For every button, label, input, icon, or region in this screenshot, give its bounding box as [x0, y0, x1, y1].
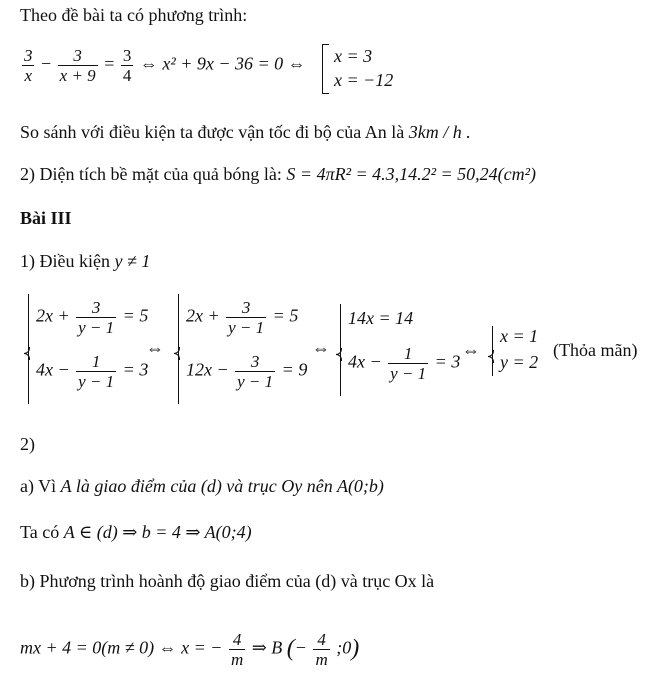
solution-x-minus-12: x = −12 — [334, 70, 394, 90]
curly-brace — [492, 326, 499, 376]
fraction-3-over-x-plus-9: $\frac{3}{x + 9}$ — [59, 46, 96, 85]
system-2: 2x + $\frac{3}{y - 1}$ = 5 12x − $\frac{3}{y - 1}$ = 9 — [172, 294, 322, 404]
curly-brace — [178, 294, 185, 404]
intro-line: Theo đề bài ta có phương trình: — [20, 5, 248, 25]
equation-1-middle: ⇔ x² + 9x − 36 = 0 ⇔ — [139, 53, 306, 74]
fraction-3-over-x: $\frac{3}{x}$ — [24, 46, 33, 85]
system-3: 14x = 14 4x − $\frac{1}{y - 1}$ = 3 — [334, 304, 464, 396]
part-b-line: b) Phương trình hoành độ giao điểm của (d) và trục Ox là — [20, 571, 435, 591]
final-equation: mx + 4 = 0(m ≠ 0) ⇔ x = − $\frac{4}{m}$ ⇒ B (− $\frac{4}{m}$ ;0) — [20, 630, 360, 669]
system-1: 2x + $\frac{3}{y - 1}$ = 5 4x − $\frac{1}{y - 1}$ = 3 — [22, 294, 152, 404]
part-a-line: a) Vì A là giao điểm của (d) và trục Oy nên A(0;b) — [20, 476, 384, 496]
curly-brace — [340, 304, 347, 396]
equation-1: $\frac{3}{x}$ − $\frac{3}{x + 9}$ = $\frac{3}{4}$ ⇔ x² + 9x − 36 = 0 ⇔ — [24, 46, 306, 85]
equiv-symbol-3: ⇔ — [462, 340, 480, 360]
solution-x-3: x = 3 — [334, 46, 373, 66]
taco-line: Ta có A ∈ (d) ⇒ b = 4 ⇒ A(0;4) — [20, 522, 252, 542]
speed-value: 3km / h . — [408, 122, 471, 142]
equiv-symbol-2: ⇔ — [312, 338, 330, 358]
solution-set-1 — [322, 44, 412, 94]
area-line: 2) Diện tích bề mặt của quả bóng là: S = 4πR² = 4.3,14.2² = 50,24(cm²) — [20, 164, 537, 184]
condition-value: y ≠ 1 — [114, 251, 151, 271]
part-2-label: 2) — [20, 434, 35, 454]
condition-line: 1) Điều kiện y ≠ 1 — [20, 251, 151, 271]
square-bracket — [322, 44, 329, 94]
thoa-man-label: (Thỏa mãn) — [553, 340, 638, 360]
compare-line: So sánh với điều kiện ta được vận tốc đi bộ của An là 3km / h . — [20, 122, 471, 142]
equiv-symbol-1: ⇔ — [146, 338, 164, 358]
section-heading: Bài III — [20, 208, 72, 228]
curly-brace — [28, 294, 35, 404]
area-formula: S = 4πR² = 4.3,14.2² = 50,24(cm²) — [286, 164, 537, 184]
system-4: x = 1 y = 2 — [486, 326, 556, 376]
fraction-3-over-4: $\frac{3}{4}$ — [122, 46, 132, 85]
